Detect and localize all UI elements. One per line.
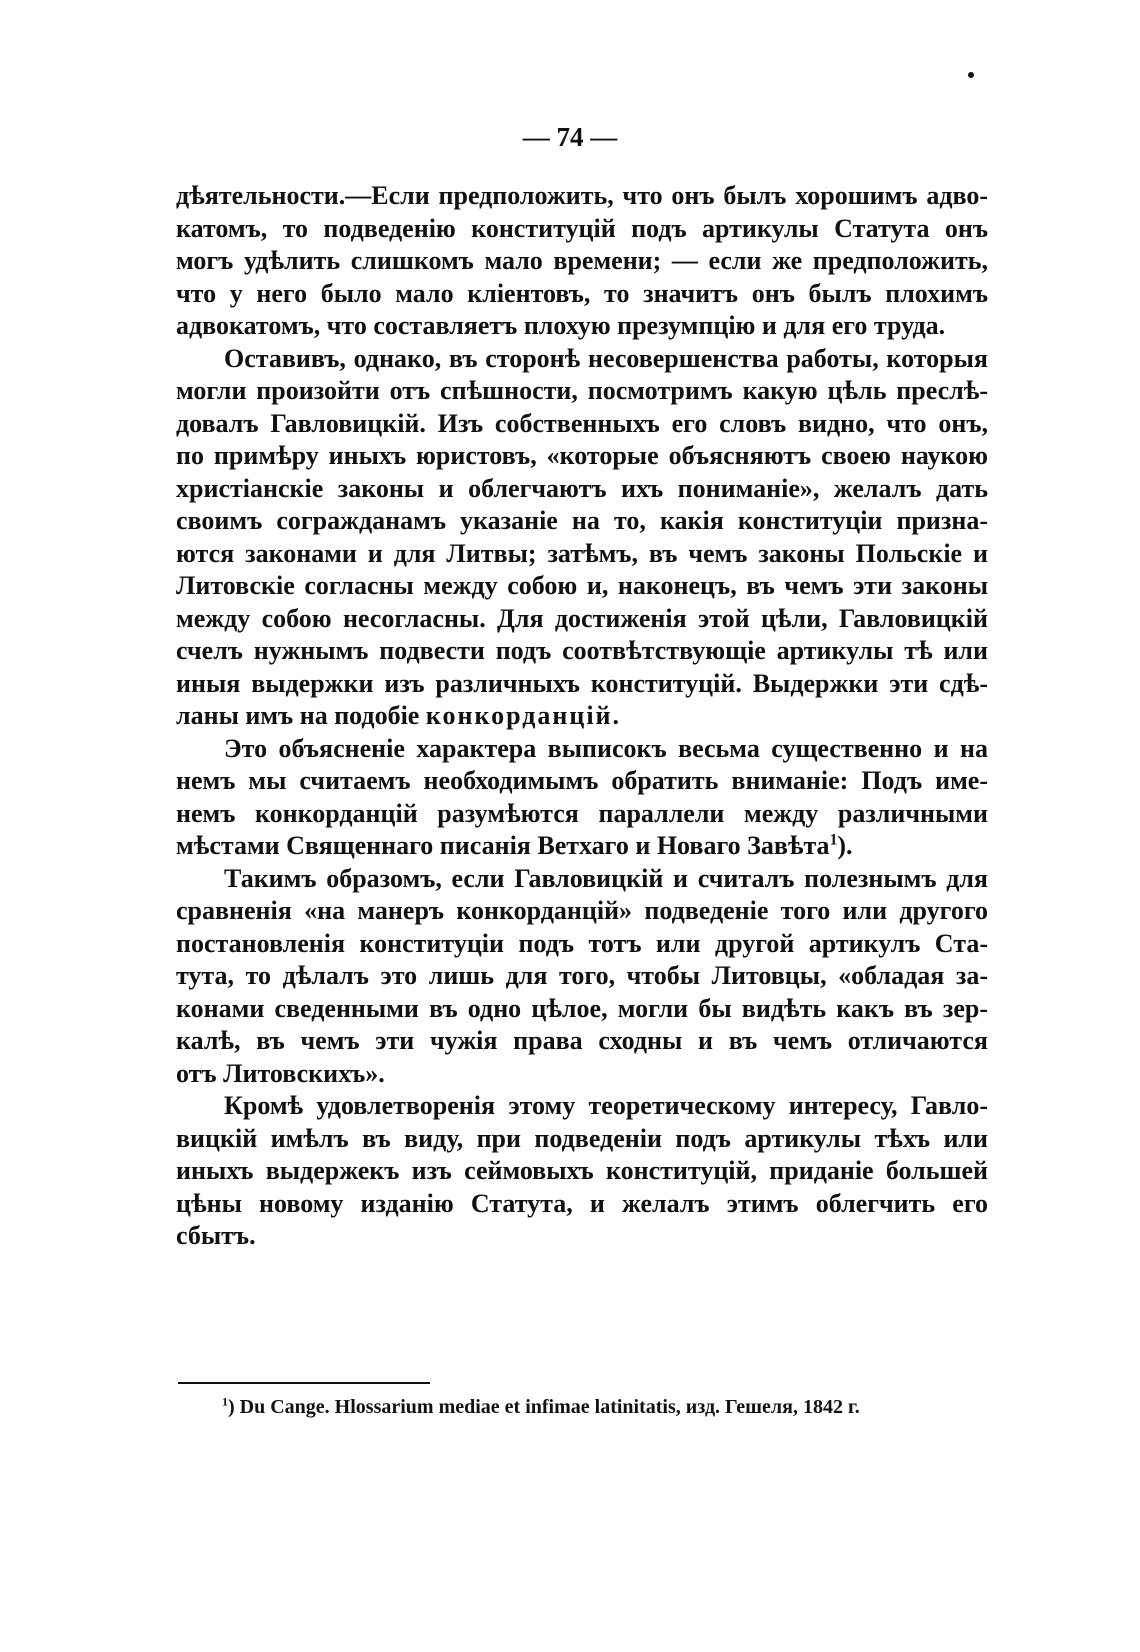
text-line <box>176 1058 988 1091</box>
text-line <box>176 180 988 213</box>
text-line <box>176 603 988 636</box>
text-line-content: немъ мы считаемъ необходимымъ обратить вниманіе: Подъ име- <box>176 766 988 795</box>
footnote <box>222 1396 860 1419</box>
text-line-content: немъ конкорданцій разумѣются параллели между различными <box>176 798 988 828</box>
text-line <box>176 798 988 831</box>
text-line <box>176 1155 988 1188</box>
text-line-content: катомъ, то подведенію конституцій подъ артикулы Статута онъ <box>176 213 988 243</box>
text-line <box>176 343 988 376</box>
text-line-content: между собою несогласны. Для достиженія этой цѣли, Гавловицкій <box>176 603 988 633</box>
text-line-content: довалъ Гавловицкій. Изъ собственныхъ его словъ видно, что онъ, <box>176 408 988 438</box>
text-line <box>176 830 988 863</box>
text-line <box>176 1090 988 1123</box>
text-line <box>176 440 988 473</box>
spaced-term: конкорданцій. <box>425 701 622 730</box>
text-line-content: дѣятельности.—Если предположить, что онъ былъ хорошимъ адво- <box>176 181 988 210</box>
text-line-content: цѣны новому изданію Статута, и желалъ этимъ облегчить его <box>176 1188 988 1218</box>
text-line <box>176 408 988 441</box>
text-line-content: конами сведенными въ одно цѣлое, могли бы видѣть какъ въ зер- <box>176 993 988 1023</box>
text-line <box>176 310 988 343</box>
text-line-content: постановленія конституціи подъ тотъ или другой артикулъ Ста- <box>176 928 988 958</box>
text-line-content: мѣстами Священнаго писанія Ветхаго и Новаго Завѣта <box>176 831 830 860</box>
footnote-marker: 1 <box>222 1394 228 1409</box>
text-line-content: Это объясненіе характера выписокъ весьма существенно и на <box>224 733 988 763</box>
text-line-content: адвокатомъ, что составляетъ плохую презумпцію и для его труда. <box>176 311 946 340</box>
footnote-text: ) Du Cange. Hlossarium mediae et infimae latinitatis, изд. Гешеля, 1842 г. <box>228 1396 860 1418</box>
text-line <box>176 960 988 993</box>
text-line <box>176 213 988 246</box>
text-line <box>176 1123 988 1156</box>
text-line-content: по примѣру иныхъ юристовъ, «которые объясняютъ своею наукою <box>176 441 988 470</box>
text-line-content: что у него было мало кліентовъ, то значитъ онъ былъ плохимъ <box>176 278 988 308</box>
text-line-content: иныя выдержки изъ различныхъ конституцій. Выдержки эти сдѣ- <box>176 668 988 698</box>
text-line <box>176 570 988 603</box>
text-line <box>176 1025 988 1058</box>
text-line-content: своимъ согражданамъ указаніе на то, какія конституціи призна- <box>176 506 988 535</box>
text-line-content: счелъ нужнымъ подвести подъ соотвѣтствующіе артикулы тѣ или <box>176 636 988 665</box>
text-line-content: христіанскіе законы и облегчаютъ ихъ пониманіе», желалъ дать <box>176 473 988 503</box>
text-line <box>176 765 988 798</box>
text-line-content: отъ Литовскихъ». <box>176 1058 385 1088</box>
text-line-content: Литовскіе согласны между собою и, наконецъ, въ чемъ эти законы <box>176 571 988 600</box>
text-line-content: вицкій имѣлъ въ виду, при подведеніи подъ артикулы тѣхъ или <box>176 1123 988 1153</box>
text-line-content: сбытъ. <box>176 1221 256 1250</box>
text-line <box>176 505 988 538</box>
text-line <box>176 668 988 701</box>
text-line <box>176 473 988 506</box>
text-line <box>176 538 988 571</box>
text-line-content: Кромѣ удовлетворенія этому теоретическому интересу, Гавло- <box>224 1091 988 1120</box>
text-line <box>176 278 988 311</box>
text-line-content: сравненія «на манеръ конкорданцій» подведеніе того или другого <box>176 896 988 925</box>
text-line-content: ются законами и для Литвы; затѣмъ, въ чемъ законы Польскіе и <box>176 538 988 568</box>
text-line <box>176 375 988 408</box>
scan-speck <box>968 72 974 78</box>
text-line <box>176 928 988 961</box>
footnote-separator <box>178 1382 430 1384</box>
page-number: — 74 — <box>522 122 618 152</box>
text-line-content: иныхъ выдержекъ изъ сеймовыхъ конституцій, приданіе большей <box>176 1156 988 1185</box>
text-line-content: Оставивъ, однако, въ сторонѣ несовершенства работы, которыя <box>224 343 988 373</box>
text-line-content: калѣ, въ чемъ эти чужія права сходны и въ чемъ отличаются <box>176 1026 988 1055</box>
text-line <box>176 1220 988 1253</box>
text-line-content: ланы имъ на подобіе <box>176 701 426 730</box>
text-line-content: могли произойти отъ спѣшности, посмотримъ какую цѣль преслѣ- <box>176 376 988 405</box>
text-line <box>176 895 988 928</box>
text-line <box>176 635 988 668</box>
text-line <box>176 733 988 766</box>
text-line-content: могъ удѣлить слишкомъ мало времени; — если же предположить, <box>176 246 988 275</box>
text-line <box>176 700 988 733</box>
text-line-content: Такимъ образомъ, если Гавловицкій и считалъ полезнымъ для <box>224 863 988 893</box>
text-line <box>176 1188 988 1221</box>
footnote-reference: 1 <box>829 831 838 849</box>
text-line <box>176 863 988 896</box>
text-line <box>176 245 988 278</box>
text-line-content: тута, то дѣлалъ это лишь для того, чтобы Литовцы, «обладая за- <box>176 961 988 990</box>
text-line-tail: ). <box>837 831 853 860</box>
text-line <box>176 993 988 1026</box>
body-text <box>176 180 988 1253</box>
